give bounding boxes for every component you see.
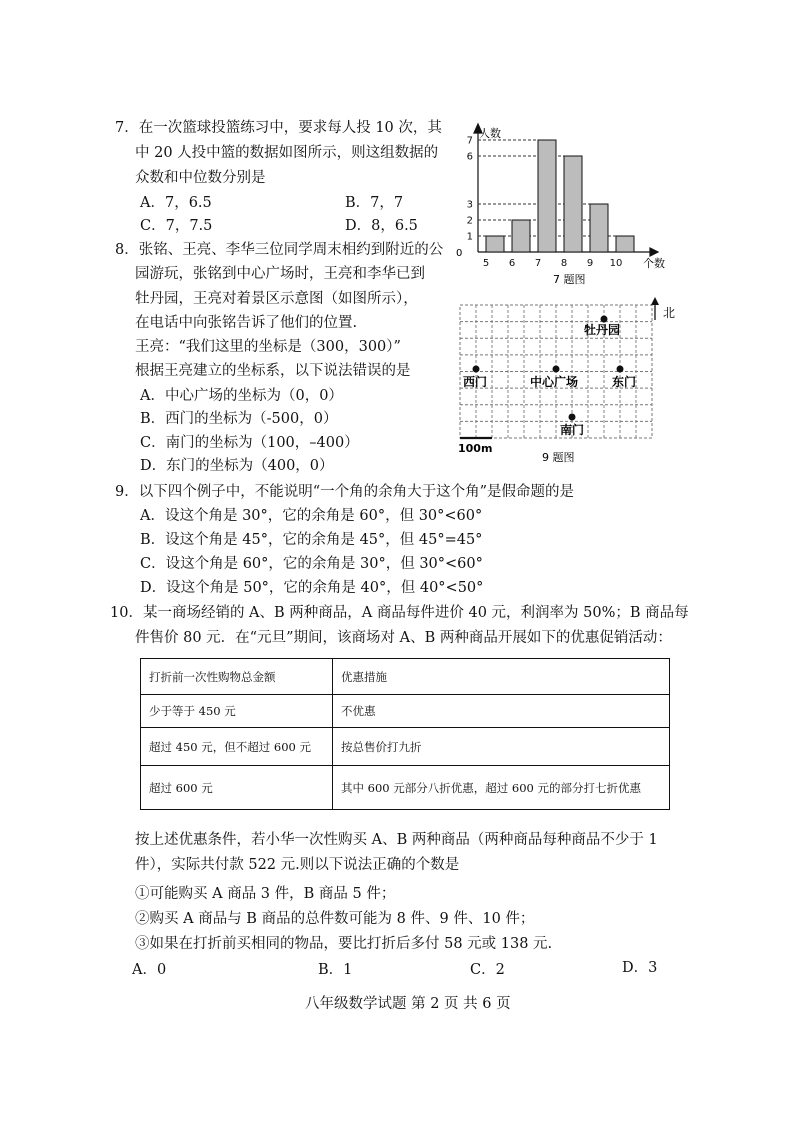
nanmen-point — [569, 414, 576, 421]
y-tick-label: 2 — [466, 215, 473, 227]
q8-option-b: B．西门的坐标为（-500，0） — [140, 411, 338, 427]
origin-label: 0 — [456, 248, 463, 259]
zhongxin-point — [553, 366, 560, 373]
table-cell: 超过 600 元 — [141, 766, 333, 810]
north-label: 北 — [663, 306, 676, 320]
ximen-label: 西门 — [463, 375, 488, 389]
q10-option-b: B．1 — [318, 962, 353, 978]
figure-9-map — [450, 295, 700, 465]
q8-line-5: 王亮：“我们这里的坐标是（300，300）” — [135, 339, 401, 355]
q8-option-d: D．东门的坐标为（400，0） — [140, 458, 334, 474]
table-row — [141, 766, 670, 810]
table-header-cell: 打折前一次性购物总金额 — [141, 659, 333, 695]
q7-option-d: D．8，6.5 — [345, 218, 418, 234]
ximen-point — [473, 366, 480, 373]
table-cell: 按总售价打九折 — [333, 728, 670, 766]
bar-5 — [486, 236, 504, 252]
q8-line-4: 在电话中向张铭告诉了他们的位置. — [135, 315, 358, 331]
q9-stem: 9．以下四个例子中，不能说明“一个角的余角大于这个角”是假命题的是 — [115, 484, 575, 500]
table-cell: 少于等于 450 元 — [141, 695, 333, 728]
mudan-point — [601, 316, 608, 323]
zhongxin-label: 中心广场 — [530, 375, 579, 389]
q8-line-1: 8．张铭、王亮、李华三位同学周末相约到附近的公 — [115, 242, 444, 258]
figure-9-caption: 9 题图 — [542, 451, 575, 464]
q10-line-1: 10．某一商场经销的 A、B 两种商品，A 商品每件进价 40 元，利润率为 50%；B 商品每 — [110, 605, 689, 621]
q7-option-c: C．7，7.5 — [140, 218, 213, 234]
bar-6 — [512, 220, 530, 252]
q10-option-c: C．2 — [470, 962, 505, 978]
table-header-row — [141, 659, 670, 695]
table-row — [141, 695, 670, 728]
q9-option-d: D．设这个角是 50°，它的余角是 40°，但 40°<50° — [140, 580, 484, 596]
q10-statement-2: ②购买 A 商品与 B 商品的总件数可能为 8 件、9 件、10 件； — [135, 911, 535, 927]
q7-line-3: 众数和中位数分别是 — [135, 170, 266, 186]
x-tick-label: 9 — [586, 258, 594, 269]
q10-line-2: 件售价 80 元．在“元旦”期间，该商场对 A、B 两种商品开展如下的优惠促销活动： — [135, 630, 672, 646]
figure-7-caption: 7 题图 — [553, 273, 586, 286]
scale-label: 100m — [458, 442, 493, 455]
y-axis-label: 人数 — [479, 127, 501, 140]
q7-line-2: 中 20 人投中篮的数据如图所示，则这组数据的 — [135, 145, 439, 161]
bar-7 — [538, 140, 556, 252]
q10-statement-1: ①可能购买 A 商品 3 件，B 商品 5 件； — [135, 886, 396, 902]
q8-line-6: 根据王亮建立的坐标系，以下说法错误的是 — [135, 363, 411, 379]
q8-line-2: 园游玩，张铭到中心广场时，王亮和李华已到 — [135, 266, 425, 282]
q10-option-d: D．3 — [622, 960, 658, 976]
q10-after-2: 件），实际共付款 522 元.则以下说法正确的个数是 — [135, 857, 460, 873]
q7-option-b: B．7，7 — [345, 195, 404, 211]
x-tick-label: 5 — [482, 258, 490, 269]
q8-option-c: C．南门的坐标为（100，–400） — [140, 435, 359, 451]
q7-option-a: A．7，6.5 — [140, 195, 212, 211]
mudan-label: 牡丹园 — [584, 323, 621, 337]
q8-line-3: 牡丹园，王亮对着景区示意图（如图所示）， — [135, 291, 418, 307]
y-tick-label: 7 — [466, 135, 473, 147]
y-tick-label: 3 — [466, 199, 473, 211]
x-axis-label: 个数 — [643, 257, 665, 270]
x-tick-label: 8 — [560, 258, 568, 269]
y-tick-label: 6 — [466, 151, 473, 163]
table-row — [141, 728, 670, 766]
table-cell: 其中 600 元部分八折优惠，超过 600 元的部分打七折优惠 — [333, 766, 670, 810]
bar-8 — [564, 156, 582, 252]
q9-option-c: C．设这个角是 60°，它的余角是 30°，但 30°<60° — [140, 556, 483, 572]
promotion-table — [140, 658, 670, 810]
north-arrow-icon — [651, 297, 659, 305]
q9-option-b: B．设这个角是 45°，它的余角是 45°，但 45°=45° — [140, 532, 483, 548]
q10-statement-3: ③如果在打折前买相同的物品，要比打折后多付 58 元或 138 元. — [135, 936, 553, 952]
table-cell: 超过 450 元，但不超过 600 元 — [141, 728, 333, 766]
dongmen-point — [617, 366, 624, 373]
x-tick-label: 7 — [534, 258, 542, 269]
y-tick-label: 1 — [466, 231, 473, 243]
q7-line-1: 7．在一次篮球投篮练习中，要求每人投 10 次，其 — [115, 120, 442, 136]
figure-7-bar-chart — [455, 120, 685, 290]
dongmen-label: 东门 — [612, 375, 637, 389]
table-header-cell: 优惠措施 — [333, 659, 670, 695]
x-tick-label: 6 — [508, 258, 516, 269]
q10-option-a: A．0 — [132, 962, 167, 978]
x-tick-label: 10 — [609, 258, 623, 269]
q8-option-a: A．中心广场的坐标为（0，0） — [140, 388, 343, 404]
table-cell: 不优惠 — [333, 695, 670, 728]
bar-10 — [616, 236, 634, 252]
north-arrow — [651, 297, 675, 320]
nanmen-label: 南门 — [560, 423, 585, 437]
page-footer: 八年级数学试题 第 2 页 共 6 页 — [305, 996, 511, 1012]
q10-after-1: 按上述优惠条件，若小华一次性购买 A、B 两种商品（两种商品每种商品不少于 1 — [135, 832, 658, 848]
q9-option-a: A．设这个角是 30°，它的余角是 60°，但 30°<60° — [140, 508, 483, 524]
bar-9 — [590, 204, 608, 252]
